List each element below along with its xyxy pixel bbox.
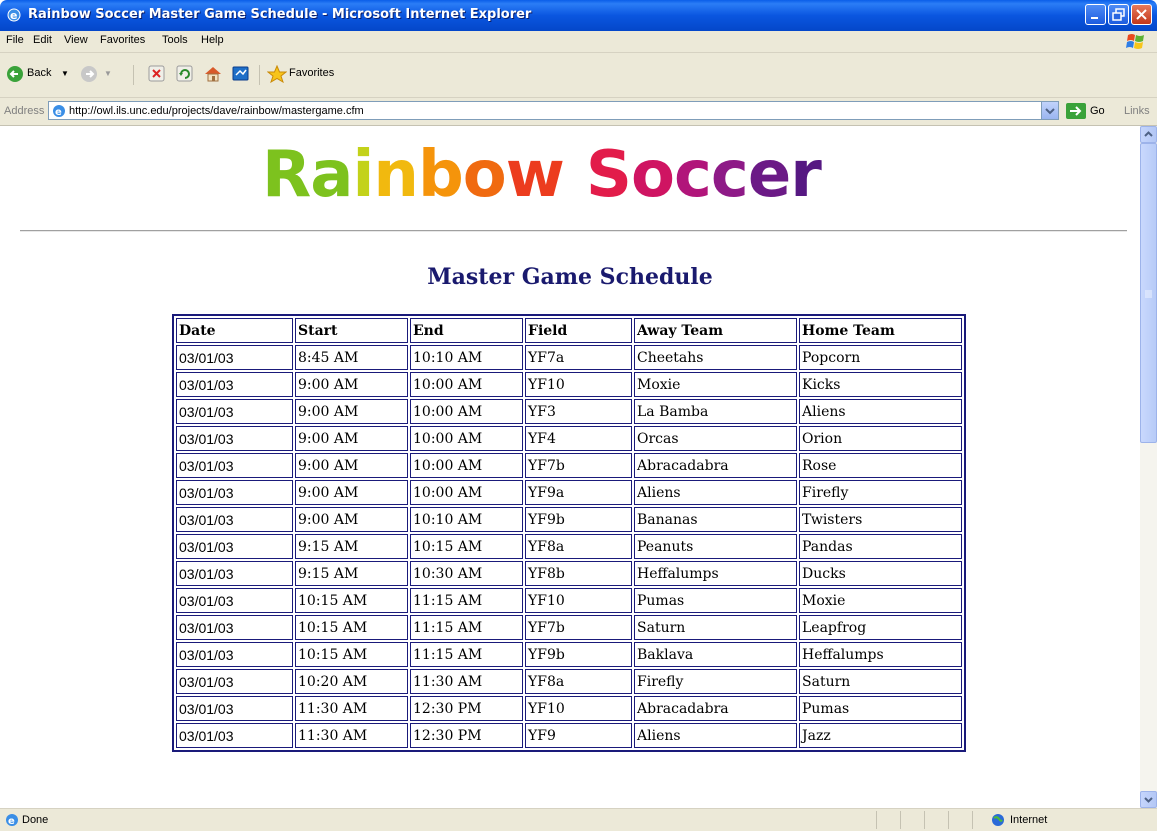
cell-date: 03/01/03 <box>176 453 293 478</box>
page-done-icon <box>4 812 20 828</box>
cell-date: 03/01/03 <box>176 615 293 640</box>
cell-end: 11:30 AM <box>410 669 523 694</box>
back-arrow-icon <box>6 65 24 83</box>
cell-away-team: Aliens <box>634 723 797 748</box>
header-field: Field <box>525 318 632 343</box>
cell-home-team: Firefly <box>799 480 962 505</box>
page-ie-icon <box>51 103 67 119</box>
cell-away-team: Orcas <box>634 426 797 451</box>
table-row <box>176 453 962 478</box>
table-row <box>176 561 962 586</box>
menu-favorites[interactable]: Favorites <box>100 34 146 46</box>
cell-date: 03/01/03 <box>176 426 293 451</box>
logo-letter: w <box>505 138 564 212</box>
favorites-button[interactable] <box>267 62 367 86</box>
cell-home-team: Pumas <box>799 696 962 721</box>
favorites-label: Favorites <box>289 67 335 79</box>
table-header-row <box>176 318 962 343</box>
cell-end: 10:00 AM <box>410 426 523 451</box>
cell-field: YF10 <box>525 696 632 721</box>
cell-home-team: Saturn <box>799 669 962 694</box>
scroll-up-button[interactable] <box>1140 126 1157 143</box>
table-row <box>176 507 962 532</box>
table-row <box>176 669 962 694</box>
logo-letter: c <box>673 138 711 212</box>
minimize-icon <box>1086 5 1105 24</box>
stop-icon <box>148 65 166 83</box>
cell-away-team: La Bamba <box>634 399 797 424</box>
maximize-button[interactable] <box>1108 4 1129 25</box>
address-bar <box>0 98 1157 126</box>
forward-button[interactable] <box>80 62 120 86</box>
cell-start: 9:00 AM <box>295 453 408 478</box>
cell-end: 12:30 PM <box>410 696 523 721</box>
cell-field: YF9b <box>525 642 632 667</box>
table-row <box>176 345 962 370</box>
cell-home-team: Moxie <box>799 588 962 613</box>
header-end: End <box>410 318 523 343</box>
cell-field: YF10 <box>525 372 632 397</box>
logo-letter: Ra <box>262 138 353 212</box>
page-title: Master Game Schedule <box>427 264 713 290</box>
stop-button[interactable] <box>148 62 166 86</box>
toolbar <box>0 53 1157 98</box>
home-button[interactable] <box>203 62 223 86</box>
cell-start: 9:00 AM <box>295 426 408 451</box>
cell-end: 12:30 PM <box>410 723 523 748</box>
header-away-team: Away Team <box>634 318 797 343</box>
cell-away-team: Moxie <box>634 372 797 397</box>
horizontal-rule <box>20 230 1127 232</box>
cell-end: 10:00 AM <box>410 399 523 424</box>
status-bar <box>0 808 1157 831</box>
logo-letter: o <box>462 138 506 212</box>
cell-field: YF7a <box>525 345 632 370</box>
cell-start: 10:15 AM <box>295 615 408 640</box>
header-home-team: Home Team <box>799 318 962 343</box>
menu-file[interactable]: File <box>6 34 24 46</box>
forward-dropdown-icon[interactable]: ▼ <box>104 69 112 78</box>
cell-away-team: Heffalumps <box>634 561 797 586</box>
cell-start: 9:00 AM <box>295 399 408 424</box>
forward-arrow-icon <box>80 65 98 83</box>
cell-field: YF8b <box>525 561 632 586</box>
cell-start: 8:45 AM <box>295 345 408 370</box>
address-dropdown-button[interactable] <box>1041 102 1058 119</box>
table-row <box>176 723 962 748</box>
cell-field: YF9b <box>525 507 632 532</box>
address-url: http://owl.ils.unc.edu/projects/dave/rainbow/mastergame.cfm <box>69 105 364 117</box>
cell-end: 10:00 AM <box>410 372 523 397</box>
cell-away-team: Abracadabra <box>634 696 797 721</box>
cell-end: 10:30 AM <box>410 561 523 586</box>
menu-help[interactable]: Help <box>201 34 224 46</box>
menu-view[interactable]: View <box>64 34 88 46</box>
cell-date: 03/01/03 <box>176 561 293 586</box>
cell-start: 9:00 AM <box>295 480 408 505</box>
rainbow-soccer-logo <box>262 140 821 210</box>
ie-logo-icon <box>6 7 22 23</box>
logo-letter: S <box>585 138 631 212</box>
close-icon <box>1132 5 1151 24</box>
status-divider <box>876 811 877 829</box>
cell-home-team: Leapfrog <box>799 615 962 640</box>
star-icon <box>267 65 287 83</box>
cell-away-team: Abracadabra <box>634 453 797 478</box>
cell-field: YF4 <box>525 426 632 451</box>
restore-icon <box>1109 5 1128 24</box>
cell-away-team: Aliens <box>634 480 797 505</box>
grip-icon <box>1141 289 1156 299</box>
cell-home-team: Ducks <box>799 561 962 586</box>
windows-flag-icon <box>1125 32 1147 51</box>
cell-home-team: Heffalumps <box>799 642 962 667</box>
refresh-button[interactable] <box>176 62 194 86</box>
cell-field: YF3 <box>525 399 632 424</box>
cell-date: 03/01/03 <box>176 696 293 721</box>
cell-home-team: Orion <box>799 426 962 451</box>
cell-away-team: Firefly <box>634 669 797 694</box>
cell-away-team: Bananas <box>634 507 797 532</box>
menu-tools[interactable]: Tools <box>162 34 188 46</box>
table-row <box>176 615 962 640</box>
cell-end: 11:15 AM <box>410 588 523 613</box>
logo-letter: e <box>747 138 791 212</box>
cell-away-team: Cheetahs <box>634 345 797 370</box>
scroll-down-button[interactable] <box>1140 791 1157 808</box>
back-label: Back <box>27 67 52 79</box>
menu-edit[interactable]: Edit <box>33 34 52 46</box>
status-divider <box>900 811 901 829</box>
cell-start: 10:15 AM <box>295 588 408 613</box>
cell-end: 10:10 AM <box>410 507 523 532</box>
cell-date: 03/01/03 <box>176 507 293 532</box>
cell-start: 9:00 AM <box>295 372 408 397</box>
cell-date: 03/01/03 <box>176 723 293 748</box>
logo-letter: i <box>352 138 374 212</box>
go-button[interactable]: Go <box>1090 105 1105 117</box>
media-button[interactable] <box>232 62 250 86</box>
media-icon <box>232 65 250 83</box>
address-input[interactable] <box>48 101 1059 120</box>
cell-date: 03/01/03 <box>176 345 293 370</box>
back-dropdown-icon[interactable]: ▼ <box>61 69 69 78</box>
header-start: Start <box>295 318 408 343</box>
back-button[interactable] <box>6 62 76 86</box>
cell-field: YF9a <box>525 480 632 505</box>
scroll-thumb[interactable] <box>1140 143 1157 443</box>
minimize-button[interactable] <box>1085 4 1106 25</box>
cell-field: YF7b <box>525 453 632 478</box>
chevron-down-icon <box>1141 792 1156 807</box>
table-row <box>176 372 962 397</box>
close-button[interactable] <box>1131 4 1152 25</box>
cell-end: 10:00 AM <box>410 453 523 478</box>
table-row <box>176 642 962 667</box>
table-row <box>176 426 962 451</box>
cell-date: 03/01/03 <box>176 669 293 694</box>
cell-home-team: Popcorn <box>799 345 962 370</box>
cell-field: YF8a <box>525 669 632 694</box>
cell-away-team: Peanuts <box>634 534 797 559</box>
cell-start: 9:15 AM <box>295 561 408 586</box>
refresh-icon <box>176 65 194 83</box>
svg-text:e: e <box>55 107 62 118</box>
status-divider <box>972 811 973 829</box>
cell-home-team: Twisters <box>799 507 962 532</box>
security-zone: Internet <box>1010 814 1048 826</box>
status-divider <box>948 811 949 829</box>
logo-letter: o <box>630 138 674 212</box>
links-button[interactable]: Links <box>1124 105 1150 117</box>
cell-home-team: Kicks <box>799 372 962 397</box>
chevron-up-icon <box>1141 127 1156 142</box>
svg-text:e: e <box>8 816 15 827</box>
status-text: Done <box>22 814 49 826</box>
toolbar-separator <box>259 65 260 85</box>
toolbar-separator <box>133 65 134 85</box>
schedule-table <box>172 314 966 752</box>
window-title: Rainbow Soccer Master Game Schedule - Microsoft Internet Explorer <box>28 7 532 22</box>
cell-end: 10:15 AM <box>410 534 523 559</box>
cell-date: 03/01/03 <box>176 372 293 397</box>
cell-date: 03/01/03 <box>176 480 293 505</box>
cell-away-team: Pumas <box>634 588 797 613</box>
title-bar <box>0 0 1157 31</box>
status-divider <box>924 811 925 829</box>
go-arrow-icon[interactable] <box>1065 102 1087 120</box>
cell-away-team: Baklava <box>634 642 797 667</box>
header-date: Date <box>176 318 293 343</box>
logo-letter: n <box>373 138 418 212</box>
cell-start: 9:00 AM <box>295 507 408 532</box>
cell-date: 03/01/03 <box>176 399 293 424</box>
cell-end: 10:10 AM <box>410 345 523 370</box>
cell-field: YF7b <box>525 615 632 640</box>
cell-start: 11:30 AM <box>295 723 408 748</box>
cell-start: 10:15 AM <box>295 642 408 667</box>
cell-end: 10:00 AM <box>410 480 523 505</box>
globe-icon <box>990 812 1006 828</box>
table-row <box>176 534 962 559</box>
logo-letter: r <box>790 138 821 212</box>
cell-home-team: Jazz <box>799 723 962 748</box>
vertical-scrollbar[interactable] <box>1140 126 1157 808</box>
cell-away-team: Saturn <box>634 615 797 640</box>
cell-field: YF8a <box>525 534 632 559</box>
cell-start: 11:30 AM <box>295 696 408 721</box>
table-row <box>176 696 962 721</box>
cell-field: YF10 <box>525 588 632 613</box>
address-label: Address <box>4 105 45 117</box>
cell-start: 9:15 AM <box>295 534 408 559</box>
menu-bar <box>0 31 1157 53</box>
cell-home-team: Rose <box>799 453 962 478</box>
cell-date: 03/01/03 <box>176 534 293 559</box>
chevron-down-icon <box>1042 102 1058 119</box>
cell-field: YF9 <box>525 723 632 748</box>
table-row <box>176 480 962 505</box>
table-row <box>176 399 962 424</box>
cell-home-team: Pandas <box>799 534 962 559</box>
cell-date: 03/01/03 <box>176 588 293 613</box>
cell-end: 11:15 AM <box>410 615 523 640</box>
home-icon <box>203 65 223 83</box>
cell-date: 03/01/03 <box>176 642 293 667</box>
cell-home-team: Aliens <box>799 399 962 424</box>
logo-letter: b <box>417 138 463 212</box>
logo-letter: c <box>710 138 748 212</box>
table-row <box>176 588 962 613</box>
cell-start: 10:20 AM <box>295 669 408 694</box>
page-content <box>0 126 1140 808</box>
svg-text:e: e <box>10 9 18 22</box>
cell-end: 11:15 AM <box>410 642 523 667</box>
